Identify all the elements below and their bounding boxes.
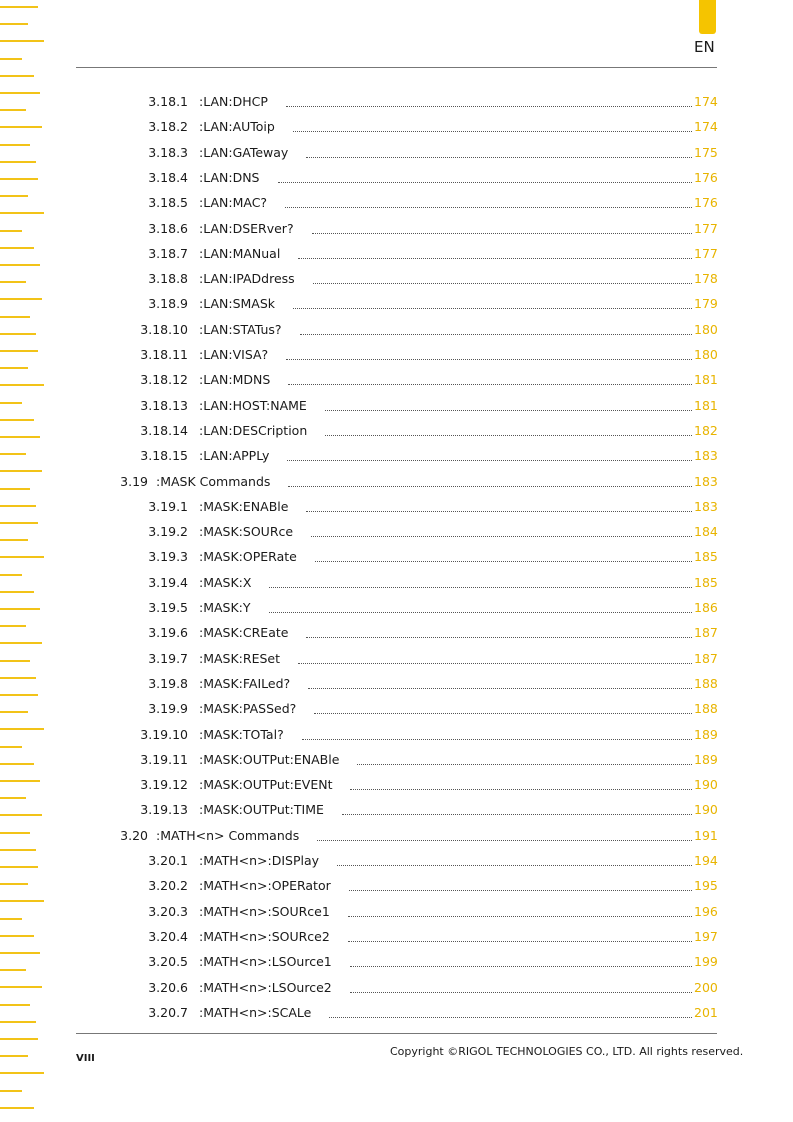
toc-entry-page[interactable]: 194 [694,853,718,868]
toc-entry-number: 3.18.15 [140,448,188,464]
toc-leader-dots [286,105,692,107]
toc-leader-dots [350,991,692,993]
toc-entry-page[interactable]: 183 [694,448,718,464]
toc-entry-number: 3.20.3 [148,903,188,919]
toc-entry-number: 3.18.6 [148,220,188,236]
toc-entry-number: 3.20.5 [148,954,188,970]
toc-entry-number: 3.18.13 [140,397,188,413]
toc-entry-page[interactable]: 174 [694,119,718,135]
toc-entry-number: 3.19.9 [148,701,188,717]
toc-entry-number: 3.18.10 [140,321,188,337]
toc-entry-title: :MASK:CREate [199,625,289,641]
margin-stripe [0,58,22,60]
toc-entry-title: :LAN:SMASk [199,296,276,312]
toc-entry-number: 3.19.10 [140,726,188,742]
toc-entry-title: :LAN:GATeway [199,144,289,160]
toc-entry-title: :LAN:STATus? [199,321,282,337]
toc-entry-page[interactable]: 179 [694,296,718,312]
toc-entry[interactable] [0,220,793,238]
toc-leader-dots [313,282,692,284]
toc-entry[interactable] [0,397,793,415]
toc-entry-page[interactable]: 181 [694,372,718,388]
toc-entry[interactable] [0,346,793,364]
toc-entry-page[interactable]: 191 [694,827,718,843]
toc-entry[interactable] [0,903,793,921]
toc-entry[interactable] [0,144,793,162]
toc-entry-number: 3.18.3 [148,144,188,160]
toc-entry[interactable] [0,953,793,971]
toc-leader-dots [269,586,692,588]
toc-leader-dots [325,434,692,436]
toc-entry-page[interactable]: 196 [694,903,718,919]
toc-entry[interactable] [0,979,793,997]
toc-entry-title: :MASK:ENABle [199,498,289,514]
toc-entry-title: :LAN:MANual [199,245,281,261]
toc-entry-page[interactable]: 183 [694,498,718,514]
toc-entry-title: :LAN:DHCP [199,94,268,109]
toc-leader-dots [278,181,692,183]
toc-entry-number: 3.20.4 [148,928,188,944]
toc-entry-page[interactable]: 188 [694,675,718,691]
margin-stripe [0,419,34,421]
margin-stripe [0,746,22,748]
toc-entry-number: 3.20.7 [148,1004,188,1020]
toc-entry-number: 3.18.1 [148,94,188,109]
toc-entry[interactable] [0,295,793,313]
toc-leader-dots [285,206,692,208]
toc-entry-title: :LAN:APPLy [199,448,270,464]
toc-entry-title: :LAN:DNS [199,169,260,185]
toc-entry-page[interactable]: 190 [694,777,718,793]
margin-stripe [0,40,44,42]
toc-entry[interactable] [0,270,793,288]
toc-entry-number: 3.19.3 [148,549,188,565]
toc-entry[interactable] [0,93,793,111]
margin-stripe [0,849,36,851]
toc-entry-number: 3.18.5 [148,195,188,211]
toc-entry-page[interactable]: 195 [694,878,718,894]
toc-entry-number: 3.19.11 [140,751,188,767]
toc-leader-dots [348,940,692,942]
toc-entry-page[interactable]: 176 [694,169,718,185]
toc-entry-page[interactable]: 187 [694,650,718,666]
toc-entry-title: :MASK:OUTPut:EVENt [199,777,333,793]
toc-leader-dots [342,813,692,815]
toc-entry-number: 3.20.2 [148,878,188,894]
toc-entry[interactable] [0,498,793,516]
toc-entry-title: :MASK:X [199,574,252,590]
toc-entry-number: 3.20.6 [148,979,188,995]
toc-entry-title: :LAN:MAC? [199,195,268,211]
toc-entry-title: :MATH<n>:DISPlay [199,853,320,868]
toc-entry-page[interactable]: 197 [694,928,718,944]
toc-entry-title: :MATH<n>:SOURce1 [199,903,330,919]
toc-leader-dots [312,232,692,234]
toc-entry[interactable] [0,827,793,845]
toc-leader-dots [286,358,692,360]
margin-stripe [0,316,30,318]
toc-entry-number: 3.19.2 [148,524,188,540]
toc-entry-title: :LAN:MDNS [199,372,271,388]
toc-entry-title: :LAN:VISA? [199,347,269,362]
toc-entry-number: 3.18.11 [140,347,188,362]
toc-entry-page[interactable]: 177 [694,245,718,261]
toc-entry-page[interactable]: 199 [694,954,718,970]
toc-entry-title: :MATH<n>:LSOurce2 [199,979,332,995]
toc-entry-title: :MASK:Y [199,600,251,615]
toc-entry-page[interactable]: 183 [694,473,718,489]
toc-entry-page[interactable]: 180 [694,321,718,337]
margin-stripe [0,23,28,25]
toc-entry-page[interactable]: 178 [694,271,718,287]
toc-entry-number: 3.20 [120,827,148,843]
toc-entry-title: :LAN:DSERver? [199,220,294,236]
toc-entry-page[interactable]: 186 [694,600,718,615]
toc-entry-title: :MASK Commands [156,473,271,489]
toc-leader-dots [325,409,692,411]
toc-entry[interactable] [0,548,793,566]
header-rule [76,67,717,68]
margin-stripe [0,1038,38,1040]
margin-stripe [0,264,40,266]
toc-leader-dots [298,662,692,664]
margin-stripe [0,6,38,8]
margin-stripe [0,694,38,696]
margin-stripe [0,1090,22,1092]
toc-leader-dots [337,864,692,866]
toc-entry-title: :MASK:OUTPut:ENABle [199,751,340,767]
toc-entry-title: :MASK:FAILed? [199,675,291,691]
toc-leader-dots [314,712,692,714]
toc-entry-number: 3.18.9 [148,296,188,312]
toc-leader-dots [306,636,692,638]
toc-entry[interactable] [0,877,793,895]
toc-entry-number: 3.19.12 [140,777,188,793]
toc-entry-page[interactable]: 185 [694,574,718,590]
margin-stripe [0,1055,28,1057]
toc-leader-dots [350,965,692,967]
toc-entry-number: 3.18.7 [148,245,188,261]
toc-entry-number: 3.19.5 [148,600,188,615]
toc-entry-title: :MASK:PASSed? [199,701,297,717]
toc-entry[interactable] [0,624,793,642]
toc-entry[interactable] [0,700,793,718]
toc-entry-page[interactable]: 180 [694,347,718,362]
margin-stripe [0,1107,34,1109]
toc-entry[interactable] [0,599,793,617]
toc-entry-page[interactable]: 188 [694,701,718,717]
toc-entry[interactable] [0,194,793,212]
toc-leader-dots [306,510,692,512]
toc-entry[interactable] [0,852,793,870]
toc-leader-dots [300,333,692,335]
toc-entry[interactable] [0,650,793,668]
toc-entry-page[interactable]: 190 [694,802,718,818]
toc-entry[interactable] [0,371,793,389]
toc-entry-page[interactable]: 181 [694,397,718,413]
toc-entry-title: :MATH<n> Commands [156,827,300,843]
toc-leader-dots [298,257,692,259]
language-label: EN [694,38,715,56]
toc-entry[interactable] [0,1004,793,1022]
toc-entry-number: 3.19.6 [148,625,188,641]
toc-entry[interactable] [0,422,793,440]
toc-entry[interactable] [0,928,793,946]
toc-leader-dots [315,560,692,562]
toc-entry-page[interactable]: 177 [694,220,718,236]
toc-entry-page[interactable]: 176 [694,195,718,211]
toc-leader-dots [350,788,692,790]
toc-entry[interactable] [0,321,793,339]
margin-stripe [0,75,34,77]
toc-leader-dots [288,485,692,487]
toc-entry[interactable] [0,473,793,491]
toc-entry-page[interactable]: 175 [694,144,718,160]
toc-entry-title: :MASK:OPERate [199,549,297,565]
toc-entry-page[interactable]: 187 [694,625,718,641]
toc-entry[interactable] [0,574,793,592]
toc-entry-number: 3.18.2 [148,119,188,135]
toc-entry-title: :MATH<n>:OPERator [199,878,331,894]
toc-leader-dots [329,1016,692,1018]
toc-entry-number: 3.19.7 [148,650,188,666]
toc-entry-number: 3.19.13 [140,802,188,818]
toc-entry[interactable] [0,751,793,769]
toc-entry-number: 3.18.14 [140,422,188,438]
toc-entry-title: :MASK:RESet [199,650,280,666]
toc-entry[interactable] [0,675,793,693]
toc-leader-dots [357,763,692,765]
toc-entry-number: 3.19.4 [148,574,188,590]
toc-entry-title: :MATH<n>:SCALe [199,1004,312,1020]
copyright-notice: Copyright ©RIGOL TECHNOLOGIES CO., LTD. All rights reserved. [390,1045,744,1058]
footer-rule [76,1033,717,1034]
toc-entry-title: :MASK:OUTPut:TIME [199,802,324,818]
toc-entry-number: 3.19.8 [148,675,188,691]
toc-entry-number: 3.19.1 [148,498,188,514]
toc-leader-dots [349,889,692,891]
toc-entry-page[interactable]: 185 [694,549,718,565]
toc-entry-number: 3.19 [120,473,148,489]
toc-entry-title: :MASK:SOURce [199,524,294,540]
margin-stripe [0,367,28,369]
toc-entry-title: :LAN:DESCription [199,422,308,438]
toc-entry-title: :LAN:HOST:NAME [199,397,307,413]
toc-entry-number: 3.18.4 [148,169,188,185]
toc-leader-dots [287,459,692,461]
margin-stripe [0,1072,44,1074]
toc-entry-page[interactable]: 189 [694,751,718,767]
margin-stripe [0,212,44,214]
toc-entry-title: :MATH<n>:SOURce2 [199,928,330,944]
toc-leader-dots [288,383,692,385]
toc-entry-page[interactable]: 189 [694,726,718,742]
toc-leader-dots [317,839,692,841]
toc-entry-title: :LAN:AUToip [199,119,275,135]
toc-leader-dots [348,915,692,917]
toc-entry-title: :LAN:IPADdress [199,271,295,287]
margin-stripe [0,642,42,644]
toc-entry-title: :MASK:TOTal? [199,726,284,742]
toc-entry-page[interactable]: 182 [694,422,718,438]
toc-entry-number: 3.20.1 [148,853,188,868]
toc-entry-title: :MATH<n>:LSOurce1 [199,954,332,970]
toc-leader-dots [293,130,692,132]
toc-entry[interactable] [0,776,793,794]
toc-leader-dots [302,738,692,740]
toc-entry-number: 3.18.8 [148,271,188,287]
toc-entry-page[interactable]: 174 [694,94,718,109]
language-tab-marker [699,0,716,34]
toc-entry[interactable] [0,801,793,819]
toc-entry[interactable] [0,523,793,541]
toc-entry-page[interactable]: 200 [694,979,718,995]
toc-leader-dots [308,687,692,689]
toc-entry-page[interactable]: 184 [694,524,718,540]
toc-entry[interactable] [0,726,793,744]
toc-leader-dots [311,535,692,537]
toc-entry-page[interactable]: 201 [694,1004,718,1020]
toc-leader-dots [269,611,692,613]
toc-entry-number: 3.18.12 [140,372,188,388]
page-number: VIII [76,1053,95,1064]
toc-entry[interactable] [0,245,793,263]
toc-leader-dots [293,307,692,309]
margin-stripe [0,797,26,799]
toc-entry[interactable] [0,118,793,136]
toc-entry[interactable] [0,447,793,465]
toc-leader-dots [306,156,692,158]
toc-entry[interactable] [0,169,793,187]
